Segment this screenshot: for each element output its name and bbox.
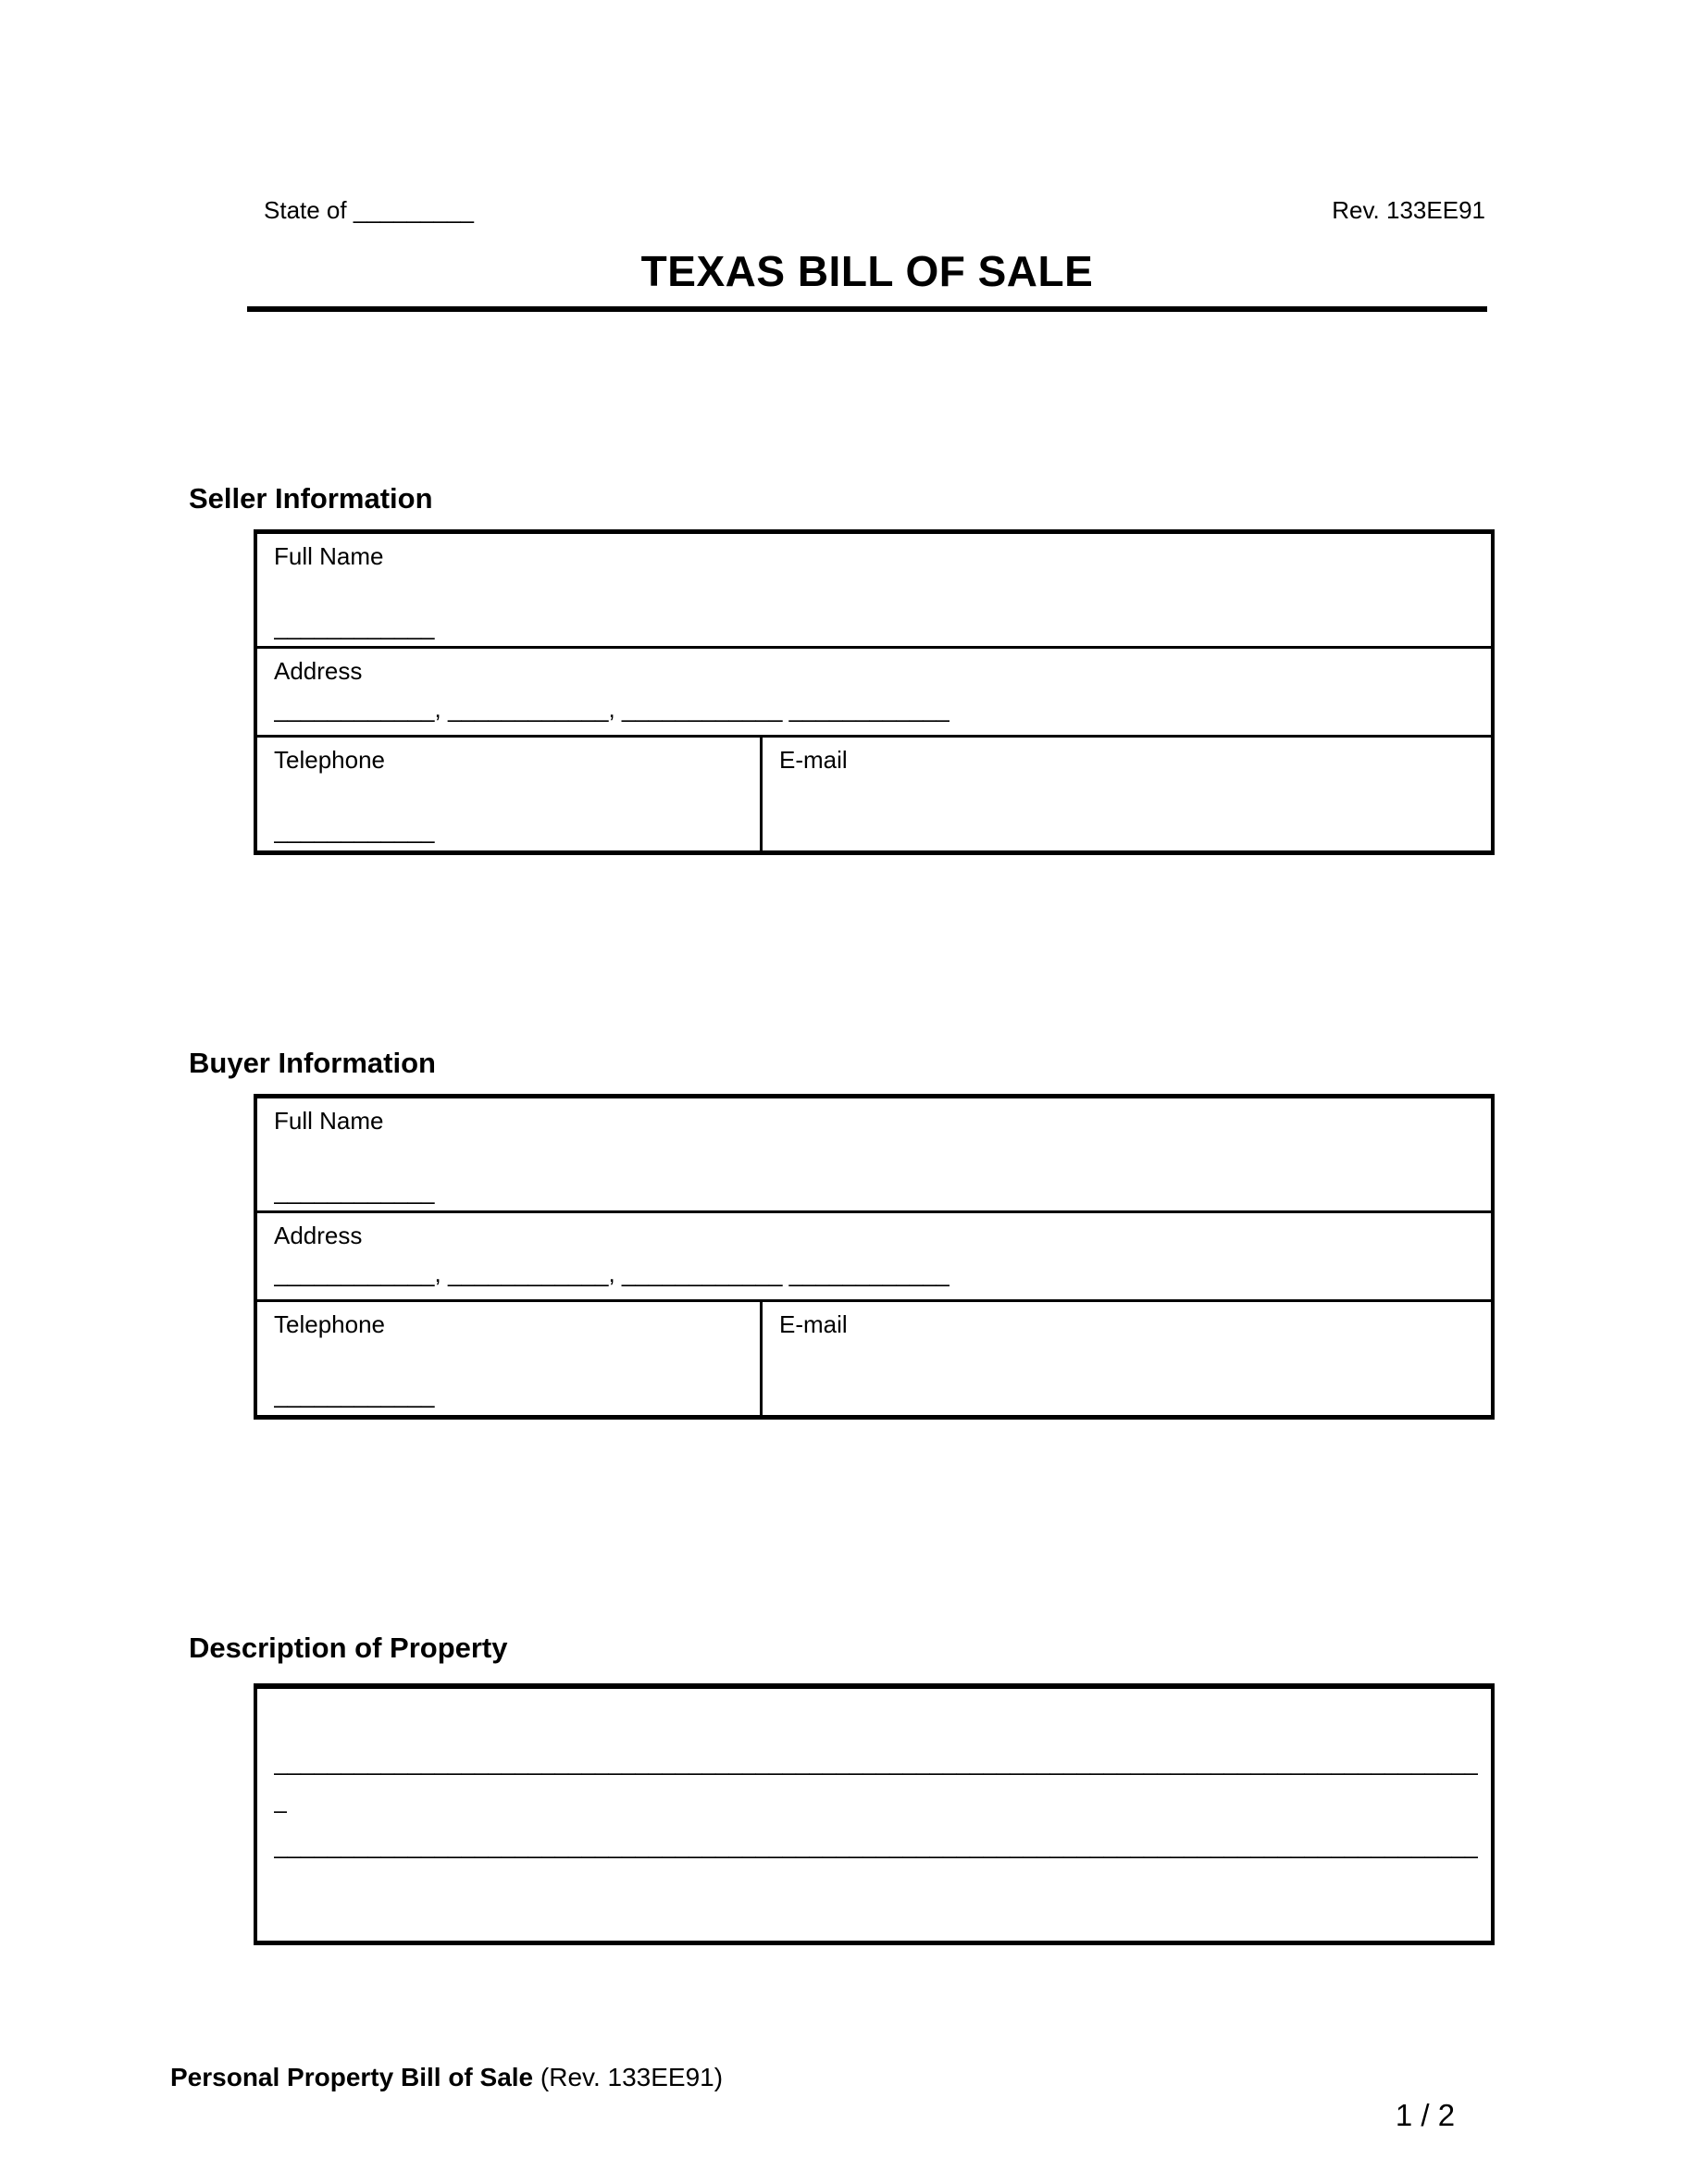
buyer-email-cell	[763, 1302, 1491, 1415]
seller-section-heading: Seller Information	[189, 482, 433, 515]
buyer-telephone-cell	[257, 1302, 763, 1415]
title-divider	[247, 306, 1487, 312]
page-title: TEXAS BILL OF SALE	[640, 247, 1094, 295]
seller-telephone-label: Telephone	[274, 746, 385, 774]
property-description-blank-1: __________________________________________________________________________________________	[274, 1748, 1479, 1776]
property-description-blank-3: __________________________________________________________________________________________	[274, 1831, 1479, 1859]
seller-address-label: Address	[274, 657, 363, 685]
page-number: 1 / 2	[1395, 2098, 1456, 2132]
seller-full-name-row	[257, 534, 1491, 646]
seller-email-cell	[763, 738, 1491, 850]
seller-email-label: E-mail	[779, 746, 848, 774]
seller-telephone-cell	[257, 738, 763, 850]
buyer-section-heading: Buyer Information	[189, 1047, 436, 1079]
footer-revision: (Rev. 133EE91)	[540, 2063, 724, 2091]
buyer-info-table	[254, 1094, 1495, 1420]
state-of-blank: _________	[353, 196, 474, 224]
seller-telephone-blank: ____________	[274, 816, 435, 844]
footer-line	[170, 2063, 723, 2092]
buyer-address-row	[257, 1210, 1491, 1299]
buyer-full-name-row	[257, 1098, 1491, 1210]
seller-contact-row	[257, 735, 1491, 850]
buyer-telephone-label: Telephone	[274, 1310, 385, 1338]
state-of-label: State of	[264, 196, 347, 224]
footer-document-name: Personal Property Bill of Sale	[170, 2063, 534, 2091]
buyer-full-name-label: Full Name	[274, 1107, 384, 1135]
seller-address-row	[257, 646, 1491, 735]
revision-label: Rev. 133EE91	[1332, 196, 1485, 224]
property-description-blank-2: _	[274, 1786, 288, 1814]
seller-info-table	[254, 529, 1495, 855]
buyer-full-name-blank: ____________	[274, 1177, 435, 1205]
seller-full-name-label: Full Name	[274, 542, 384, 570]
property-description-box	[254, 1683, 1495, 1945]
property-section-heading: Description of Property	[189, 1632, 508, 1664]
seller-address-blank: ____________, ____________, ____________ ____________	[274, 695, 950, 723]
buyer-address-blank: ____________, ____________, ____________ ____________	[274, 1260, 950, 1287]
buyer-contact-row	[257, 1299, 1491, 1415]
buyer-email-label: E-mail	[779, 1310, 848, 1338]
buyer-address-label: Address	[274, 1222, 363, 1249]
seller-full-name-blank: ____________	[274, 613, 435, 640]
buyer-telephone-blank: ____________	[274, 1381, 435, 1408]
